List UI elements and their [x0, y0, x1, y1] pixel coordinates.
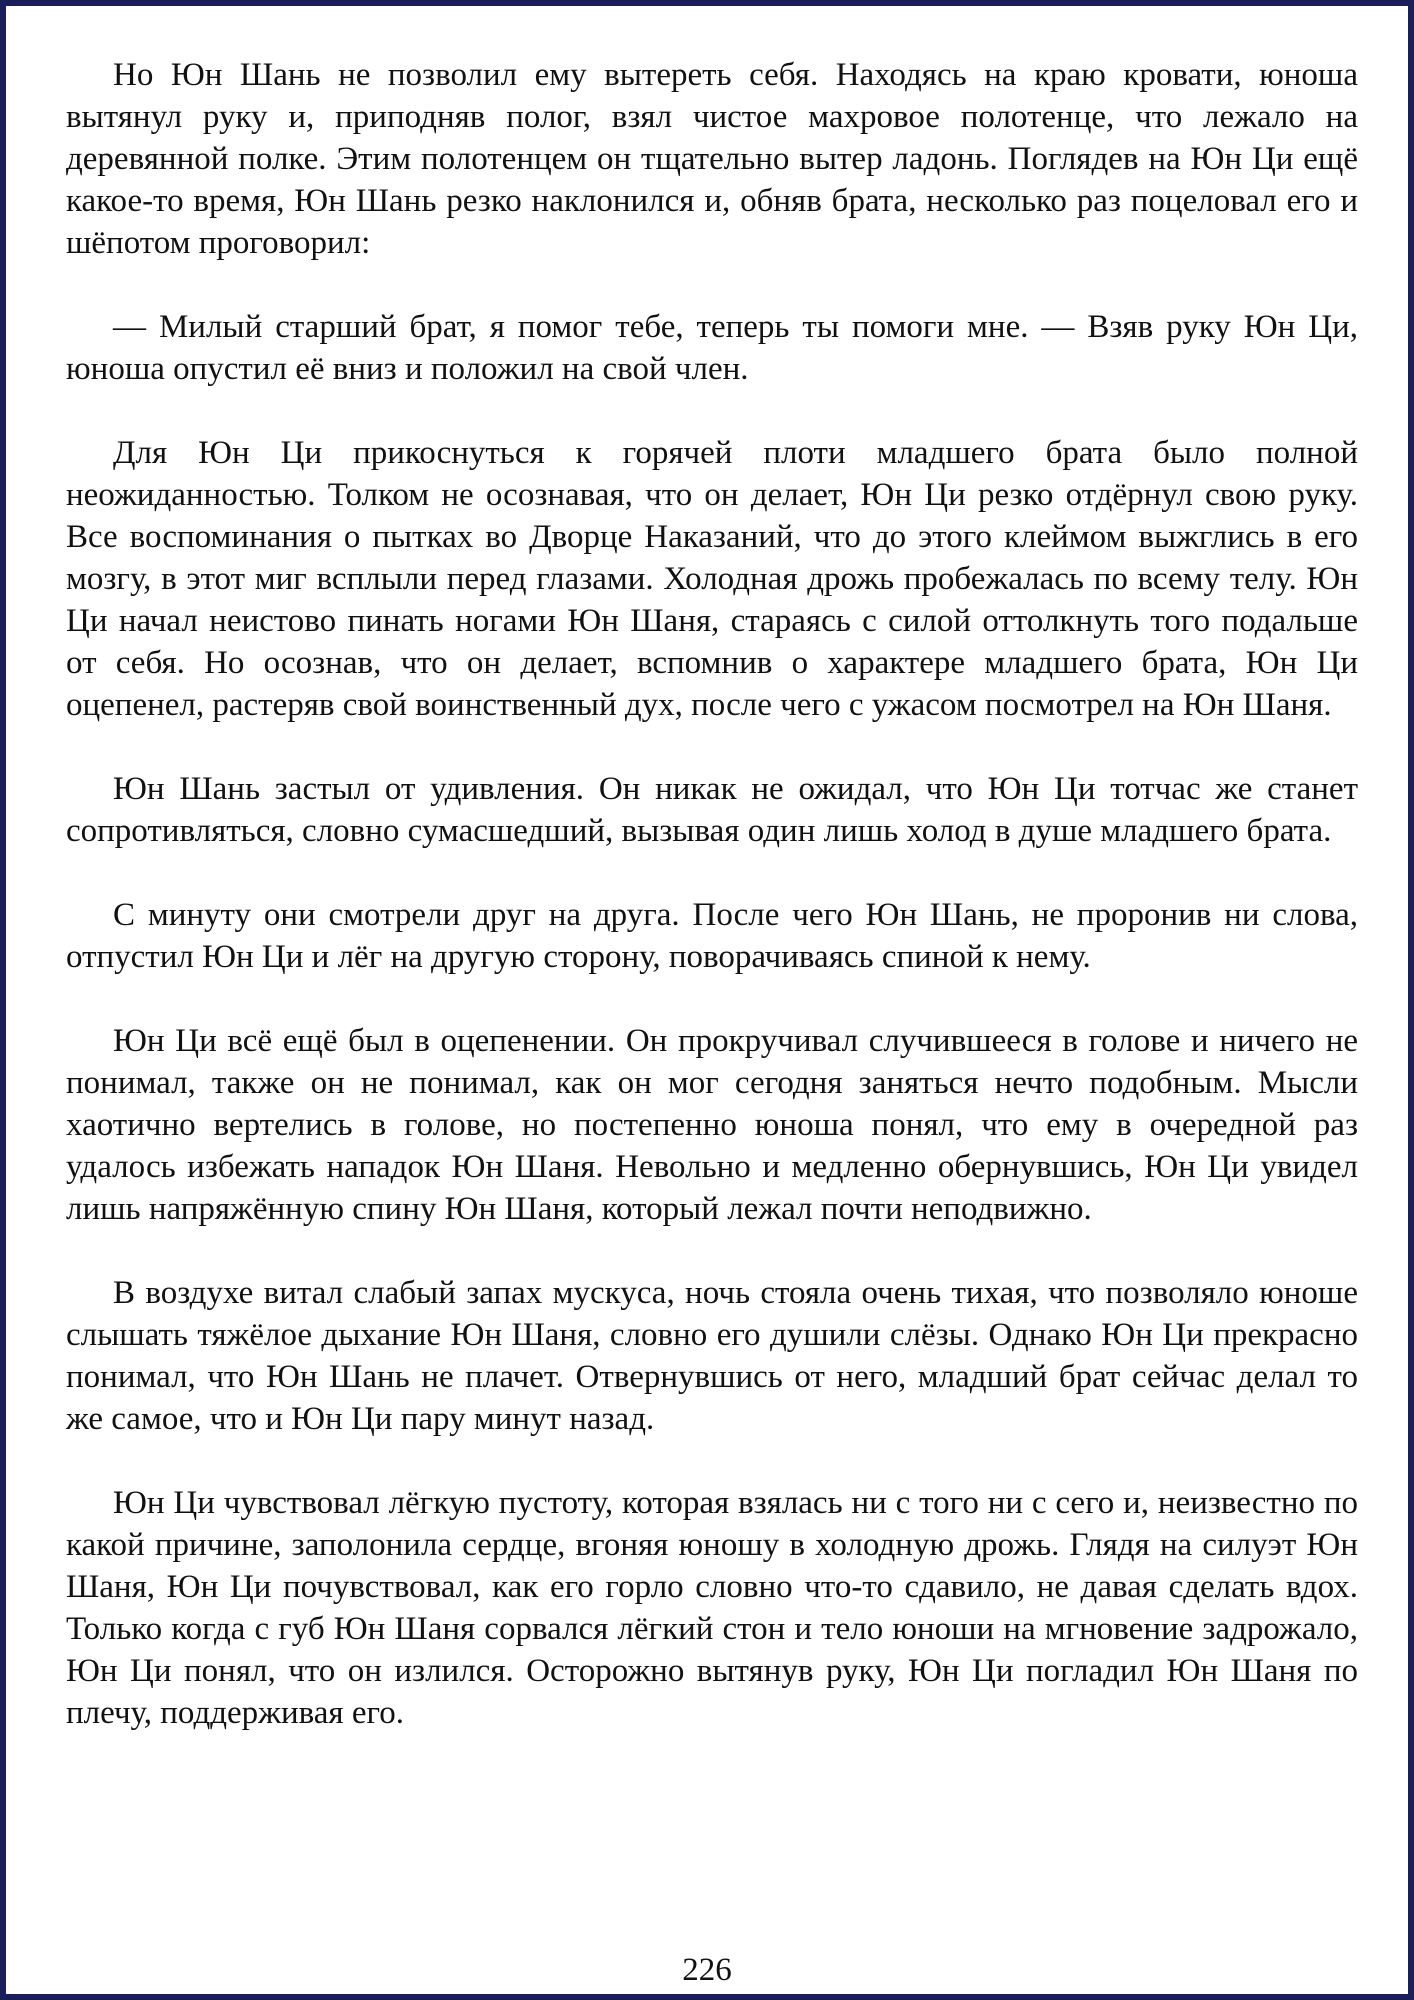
paragraph: Юн Ци чувствовал лёгкую пустоту, которая взялась ни с того ни с сего и, неизвестно по какой причине, заполонила сердце, вгоняя юношу в холодную дрожь. Глядя на силуэт Юн Шаня, Юн Ци почувствовал, как его горло словно что-то сдавило, не давая сделать вдох. Только когда с губ Юн Шаня сорвался лёгкий стон и тело юноши на мгновение задрожало, Юн Ци понял, что он излился. Осторожно вытянув руку, Юн Ци погладил Юн Шаня по плечу, поддерживая его.: [66, 1485, 1358, 1731]
paragraph: Юн Ци всё ещё был в оцепенении. Он прокручивал случившееся в голове и ничего не понимал, также он не понимал, как он мог сегодня заняться нечто подобным. Мысли хаотично вертелись в голове, но постепенно юноша понял, что ему в очередной раз удалось избежать нападок Юн Шаня. Невольно и медленно обернувшись, Юн Ци увидел лишь напряжённую спину Юн Шаня, который лежал почти неподвижно.: [66, 1023, 1358, 1227]
paragraph: Но Юн Шань не позволил ему вытереть себя. Находясь на краю кровати, юноша вытянул руку и, приподняв полог, взял чистое махровое полотенце, что лежало на деревянной полке. Этим полотенцем он тщательно вытер ладонь. Поглядев на Юн Ци ещё какое-то время, Юн Шань резко наклонился и, обняв брата, несколько раз поцеловал его и шёпотом проговорил:: [66, 57, 1358, 261]
paragraph: — Милый старший брат, я помог тебе, теперь ты помоги мне. — Взяв руку Юн Ци, юноша опустил её вниз и положил на свой член.: [66, 309, 1358, 387]
text-body: [66, 54, 1358, 1776]
paragraph: Юн Шань застыл от удивления. Он никак не ожидал, что Юн Ци тотчас же станет сопротивляться, словно сумасшедший, вызывая один лишь холод в душе младшего брата.: [66, 771, 1358, 849]
paragraph: Для Юн Ци прикоснуться к горячей плоти младшего брата было полной неожиданностью. Толком не осознавая, что он делает, Юн Ци резко отдёрнул свою руку. Все воспоминания о пытках во Дворце Наказаний, что до этого клеймом выжглись в его мозгу, в этот миг всплыли перед глазами. Холодная дрожь пробежалась по всему телу. Юн Ци начал неистово пинать ногами Юн Шаня, стараясь с силой оттолкнуть того подальше от себя. Но осознав, что он делает, вспомнив о характере младшего брата, Юн Ци оцепенел, растеряв свой воинственный дух, после чего с ужасом посмотрел на Юн Шаня.: [66, 435, 1358, 723]
paragraph: С минуту они смотрели друг на друга. После чего Юн Шань, не проронив ни слова, отпустил Юн Ци и лёг на другую сторону, поворачиваясь спиной к нему.: [66, 897, 1358, 975]
paragraph: В воздухе витал слабый запах мускуса, ночь стояла очень тихая, что позволяло юноше слышать тяжёлое дыхание Юн Шаня, словно его душили слёзы. Однако Юн Ци прекрасно понимал, что Юн Шань не плачет. Отвернувшись от него, младший брат сейчас делал то же самое, что и Юн Ци пару минут назад.: [66, 1275, 1358, 1437]
page-number: 226: [682, 1952, 732, 1988]
